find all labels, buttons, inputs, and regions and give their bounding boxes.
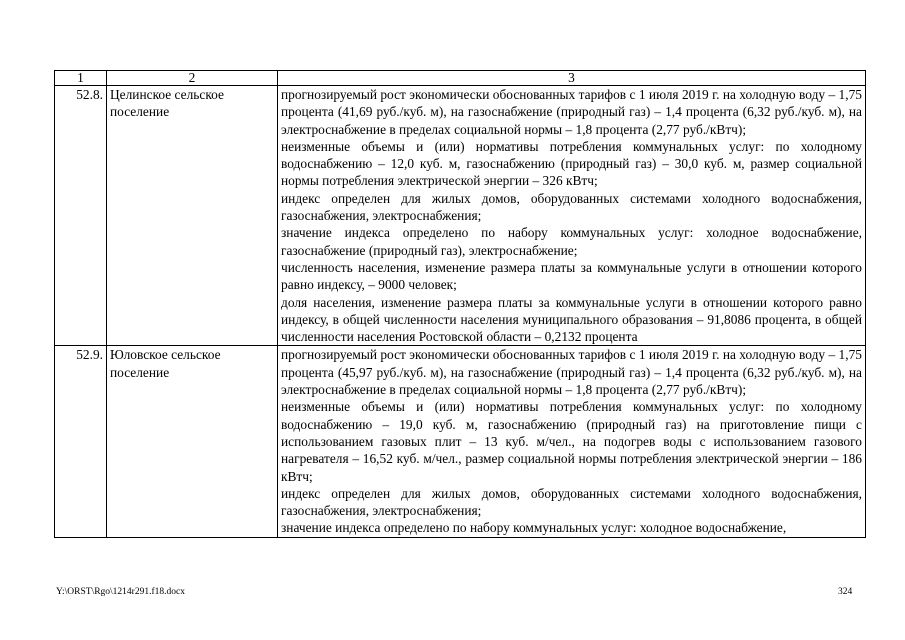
row-number: 52.8. xyxy=(55,86,107,346)
document-path: Y:\ORST\Rgo\1214r291.f18.docx xyxy=(56,587,185,597)
settlement-name: Юловское сельское поселение xyxy=(107,346,278,537)
table-row xyxy=(55,86,866,346)
table-header-row xyxy=(55,71,866,86)
paragraph: неизменные объемы и (или) нормативы потребления коммунальных услуг: по холодному водоснабжению – 19,0 куб. м, газоснабжению (природный газ) на приготовление пищи с использованием газовых плит – 13 куб. м/чел., на подогрев воды с использованием газового нагревателя – 16,52 куб. м/чел., размер социальной нормы потребления электрической энергии – 186 кВтч; xyxy=(281,399,862,484)
row-description xyxy=(278,86,866,346)
row-description xyxy=(278,346,866,537)
paragraph: прогнозируемый рост экономически обоснованных тарифов с 1 июля 2019 г. на холодную воду – 1,75 процента (45,97 руб./куб. м), на газоснабжение (природный газ) – 1,4 процента (6,32 руб./куб. м), на электроснабжение в пределах социальной нормы – 1,8 процента (2,77 руб./кВтч); xyxy=(281,347,862,398)
column-header-2: 2 xyxy=(107,71,278,86)
paragraph: значение индекса определено по набору коммунальных услуг: холодное водоснабжение, газоснабжение (природный газ), электроснабжение; xyxy=(281,225,862,258)
paragraph: значение индекса определено по набору коммунальных услуг: холодное водоснабжение, xyxy=(281,520,787,536)
column-header-3: 3 xyxy=(278,71,866,86)
paragraph: индекс определен для жилых домов, оборудованных системами холодного водоснабжения, газоснабжения, электроснабжения; xyxy=(281,485,862,519)
tariff-index-table xyxy=(54,70,866,538)
table-row xyxy=(55,346,866,537)
settlement-name: Целинское сельское поселение xyxy=(107,86,278,346)
paragraph: доля населения, изменение размера платы за коммунальные услуги в отношении которого равно индексу, в общей численности населения муниципального образования – 91,8086 процента, в общей численности населения Ростовской области – 0,2132 процента xyxy=(281,294,862,345)
paragraph: индекс определен для жилых домов, оборудованных системами холодного водоснабжения, газоснабжения, электроснабжения; xyxy=(281,190,862,224)
page-number: 324 xyxy=(838,587,853,597)
column-header-1: 1 xyxy=(55,71,107,86)
paragraph: прогнозируемый рост экономически обоснованных тарифов с 1 июля 2019 г. на холодную воду – 1,75 процента (41,69 руб./куб. м), на газоснабжение (природный газ) – 1,4 процента (6,32 руб./куб. м), на электроснабжение в пределах социальной нормы – 1,8 процента (2,77 руб./кВтч); xyxy=(281,87,862,137)
row-number: 52.9. xyxy=(55,346,107,537)
paragraph: неизменные объемы и (или) нормативы потребления коммунальных услуг: по холодному водоснабжению – 12,0 куб. м, газоснабжению (природный газ) – 30,0 куб. м, размер социальной нормы потребления электрической энергии – 326 кВтч; xyxy=(281,138,862,189)
paragraph: численность населения, изменение размера платы за коммунальные услуги в отношении которого равно индексу, – 9000 человек; xyxy=(281,259,862,293)
